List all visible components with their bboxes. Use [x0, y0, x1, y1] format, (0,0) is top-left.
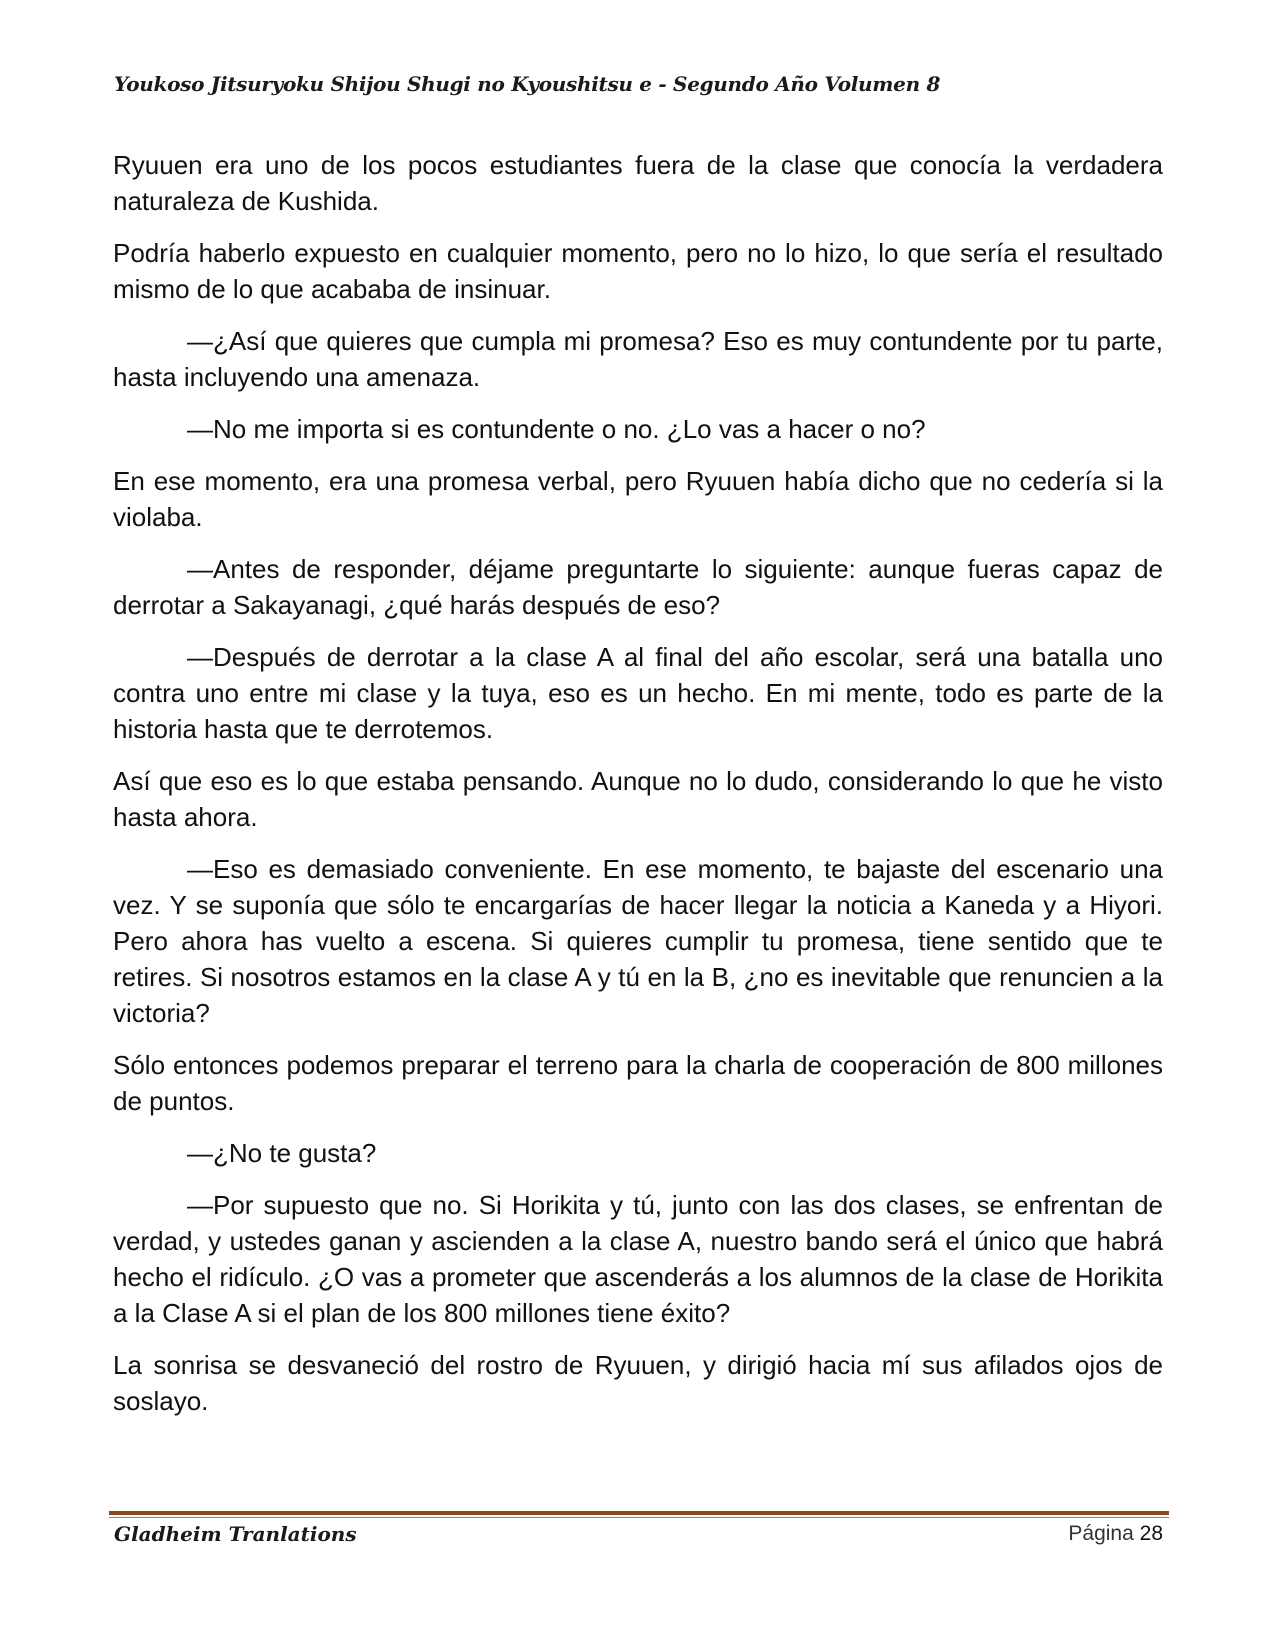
- footer-divider: [109, 1511, 1169, 1519]
- page-body: [113, 147, 1163, 1435]
- paragraph: Podría haberlo expuesto en cualquier momento, pero no lo hizo, lo que sería el resultado mismo de lo que acababa de insinuar.: [113, 238, 1163, 304]
- paragraph: Así que eso es lo que estaba pensando. Aunque no lo dudo, considerando lo que he visto hasta ahora.: [113, 766, 1163, 832]
- footer-divider-thick: [109, 1511, 1169, 1515]
- dialogue-paragraph: —Después de derrotar a la clase A al final del año escolar, será una batalla uno contra uno entre mi clase y la tuya, eso es un hecho. En mi mente, todo es parte de la historia hasta que te derrotemos.: [113, 642, 1163, 744]
- dialogue-paragraph: —¿No te gusta?: [187, 1138, 377, 1168]
- dialogue-paragraph: —Eso es demasiado conveniente. En ese momento, te bajaste del escenario una vez. Y se suponía que sólo te encargarías de hacer llegar la noticia a Kaneda y a Hiyori. Pero ahora has vuelto a escena. Si quieres cumplir tu promesa, tiene sentido que te retires. Si nosotros estamos en la clase A y tú en la B, ¿no es inevitable que renuncien a la victoria?: [113, 854, 1163, 1028]
- dialogue-paragraph: —No me importa si es contundente o no. ¿Lo vas a hacer o no?: [187, 414, 926, 444]
- paragraph: Sólo entonces podemos preparar el terreno para la charla de cooperación de 800 millones de puntos.: [113, 1050, 1163, 1116]
- dialogue-paragraph: —¿Así que quieres que cumpla mi promesa? Eso es muy contundente por tu parte, hasta incluyendo una amenaza.: [113, 326, 1163, 392]
- page-label: Página: [1068, 1522, 1134, 1545]
- paragraph: En ese momento, era una promesa verbal, pero Ryuuen había dicho que no cedería si la violaba.: [113, 466, 1163, 532]
- footer-divider-thin: [109, 1517, 1169, 1518]
- page-number-block: [1068, 1522, 1163, 1546]
- paragraph: Ryuuen era uno de los pocos estudiantes fuera de la clase que conocía la verdadera naturaleza de Kushida.: [113, 150, 1163, 216]
- dialogue-paragraph: —Antes de responder, déjame preguntarte lo siguiente: aunque fueras capaz de derrotar a Sakayanagi, ¿qué harás después de eso?: [113, 554, 1163, 620]
- page-header-title: Youkoso Jitsuryoku Shijou Shugi no Kyoushitsu e - Segundo Año Volumen 8: [114, 72, 941, 96]
- footer-publisher: Gladheim Tranlations: [114, 1522, 357, 1546]
- page-number: 28: [1139, 1522, 1163, 1545]
- dialogue-paragraph: —Por supuesto que no. Si Horikita y tú, junto con las dos clases, se enfrentan de verdad, y ustedes ganan y ascienden a la clase A, nuestro bando será el único que habrá hecho el ridículo. ¿O vas a prometer que ascenderás a los alumnos de la clase de Horikita a la Clase A si el plan de los 800 millones tiene éxito?: [113, 1190, 1163, 1328]
- paragraph: La sonrisa se desvaneció del rostro de Ryuuen, y dirigió hacia mí sus afilados ojos de soslayo.: [113, 1350, 1163, 1416]
